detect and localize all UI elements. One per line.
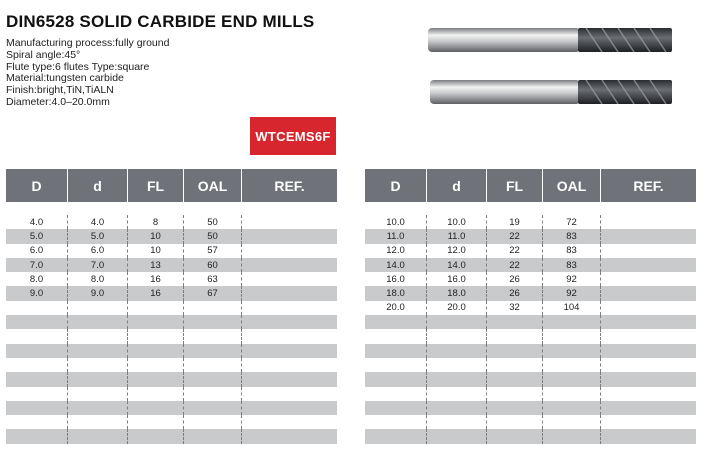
- column-header-ref: REF.: [274, 177, 305, 194]
- table-cell: 12.0: [365, 244, 427, 258]
- table-cell: [242, 258, 337, 272]
- table-cell: [6, 344, 68, 358]
- table-cell: [601, 272, 696, 286]
- table-cell: [242, 358, 337, 372]
- table-row: [365, 229, 696, 243]
- table-row: [6, 258, 337, 272]
- table-cell: [487, 415, 543, 429]
- table-row: [6, 315, 337, 329]
- table-cell: 50: [184, 229, 242, 243]
- product-code-badge: WTCEMS6F: [250, 117, 336, 155]
- table-cell: [184, 344, 242, 358]
- table-cell: [601, 401, 696, 415]
- table-cell: [427, 401, 487, 415]
- table-cell: [184, 358, 242, 372]
- table-cell: 92: [543, 286, 601, 300]
- table-cell: 18.0: [427, 286, 487, 300]
- table-row: [365, 315, 696, 329]
- table-cell: [543, 429, 601, 443]
- table-cell: [427, 387, 487, 401]
- table-cell: [543, 329, 601, 343]
- table-cell: [128, 358, 184, 372]
- table-cell: [601, 301, 696, 315]
- end-mill-image-1: [426, 27, 674, 53]
- table-cell: 67: [184, 286, 242, 300]
- table-row: [6, 272, 337, 286]
- table-cell: [68, 329, 128, 343]
- table-cell: 8.0: [6, 272, 68, 286]
- table-cell: [68, 429, 128, 443]
- table-row: [6, 301, 337, 315]
- table-cell: 32: [487, 301, 543, 315]
- table-cell: 11.0: [365, 229, 427, 243]
- table-row: [365, 358, 696, 372]
- table-cell: 5.0: [68, 229, 128, 243]
- table-cell: [128, 301, 184, 315]
- table-cell: [242, 401, 337, 415]
- table-row: [365, 215, 696, 229]
- table-cell: [128, 387, 184, 401]
- table-cell: [487, 401, 543, 415]
- spec-list: [6, 38, 169, 109]
- table-row: [365, 244, 696, 258]
- table-cell: [6, 301, 68, 315]
- table-cell: 10: [128, 229, 184, 243]
- table-cell: 26: [487, 272, 543, 286]
- table-cell: 4.0: [68, 215, 128, 229]
- table-cell: [184, 315, 242, 329]
- table-cell: 7.0: [6, 258, 68, 272]
- table-cell: [184, 429, 242, 443]
- table-row: [6, 344, 337, 358]
- table-cell: [543, 401, 601, 415]
- table-cell: [68, 301, 128, 315]
- table-cell: [128, 315, 184, 329]
- table-cell: [601, 315, 696, 329]
- table-cell: [427, 344, 487, 358]
- table-cell: [427, 358, 487, 372]
- table-row: [365, 401, 696, 415]
- table-cell: [487, 329, 543, 343]
- table-cell: [487, 315, 543, 329]
- table-cell: 8.0: [68, 272, 128, 286]
- table-cell: 11.0: [427, 229, 487, 243]
- table-cell: [365, 429, 427, 443]
- table-cell: [184, 415, 242, 429]
- table-cell: [601, 286, 696, 300]
- table-cell: [242, 272, 337, 286]
- table-cell: [242, 244, 337, 258]
- size-table-right: [365, 169, 696, 444]
- table-cell: [6, 415, 68, 429]
- table-row: [6, 372, 337, 386]
- table-row: [365, 387, 696, 401]
- table-cell: [543, 415, 601, 429]
- table-cell: 10: [128, 244, 184, 258]
- table-cell: [365, 329, 427, 343]
- table-cell: [68, 344, 128, 358]
- table-cell: [427, 415, 487, 429]
- table-cell: 14.0: [365, 258, 427, 272]
- table-cell: [242, 372, 337, 386]
- table-cell: [365, 415, 427, 429]
- table-cell: [6, 401, 68, 415]
- table-cell: [242, 215, 337, 229]
- table-cell: [242, 387, 337, 401]
- table-row: [365, 258, 696, 272]
- table-cell: [6, 329, 68, 343]
- table-cell: [68, 415, 128, 429]
- table-cell: [242, 286, 337, 300]
- table-cell: [365, 315, 427, 329]
- table-row: [6, 244, 337, 258]
- spec-line: Diameter:4.0–20.0mm: [6, 95, 110, 108]
- table-cell: [6, 372, 68, 386]
- table-cell: [184, 329, 242, 343]
- table-cell: [68, 387, 128, 401]
- table-cell: 26: [487, 286, 543, 300]
- table-body: [365, 215, 696, 444]
- table-row: [365, 429, 696, 443]
- table-header: [365, 169, 696, 202]
- table-cell: 22: [487, 229, 543, 243]
- table-cell: [487, 372, 543, 386]
- table-row: [365, 301, 696, 315]
- column-header-fl: FL: [128, 169, 184, 202]
- table-cell: 92: [543, 272, 601, 286]
- table-cell: [601, 229, 696, 243]
- table-cell: 22: [487, 258, 543, 272]
- table-cell: [6, 387, 68, 401]
- table-row: [6, 429, 337, 443]
- end-mill-image-2: [428, 79, 674, 105]
- table-row: [6, 229, 337, 243]
- column-header-oal: OAL: [543, 169, 601, 202]
- table-cell: [242, 315, 337, 329]
- size-table-left: [6, 169, 337, 444]
- table-cell: 16: [128, 286, 184, 300]
- table-row: [365, 272, 696, 286]
- table-row: [6, 358, 337, 372]
- table-cell: [487, 429, 543, 443]
- spec-line: Finish:bright,TiN,TiALN: [6, 84, 114, 97]
- column-header-d-diameter: D: [365, 169, 427, 202]
- table-row: [6, 215, 337, 229]
- table-cell: 16.0: [427, 272, 487, 286]
- table-cell: [601, 372, 696, 386]
- table-cell: 14.0: [427, 258, 487, 272]
- table-cell: [487, 344, 543, 358]
- column-header-ref: REF.: [633, 177, 664, 194]
- column-header-shank-d: d: [427, 169, 487, 202]
- table-cell: 83: [543, 244, 601, 258]
- table-cell: [128, 429, 184, 443]
- table-cell: [128, 344, 184, 358]
- table-cell: [427, 372, 487, 386]
- table-cell: 19: [487, 215, 543, 229]
- table-cell: [601, 329, 696, 343]
- table-row: [6, 415, 337, 429]
- spec-line: Flute type:6 flutes Type:square: [6, 60, 150, 73]
- table-cell: [365, 344, 427, 358]
- column-header-shank-d: d: [68, 169, 128, 202]
- table-cell: [6, 358, 68, 372]
- table-cell: 10.0: [427, 215, 487, 229]
- table-cell: [128, 329, 184, 343]
- table-cell: [487, 358, 543, 372]
- table-cell: 9.0: [68, 286, 128, 300]
- table-cell: [184, 387, 242, 401]
- table-cell: [184, 401, 242, 415]
- table-header: [6, 169, 337, 202]
- table-cell: 12.0: [427, 244, 487, 258]
- table-body: [6, 215, 337, 444]
- table-cell: [365, 358, 427, 372]
- table-cell: [128, 415, 184, 429]
- spec-line: Material:tungsten carbide: [6, 72, 124, 85]
- table-cell: 10.0: [365, 215, 427, 229]
- table-cell: [128, 401, 184, 415]
- table-cell: [184, 372, 242, 386]
- table-cell: 63: [184, 272, 242, 286]
- table-cell: 72: [543, 215, 601, 229]
- table-cell: [242, 301, 337, 315]
- table-cell: [543, 387, 601, 401]
- table-cell: [601, 387, 696, 401]
- table-cell: 20.0: [427, 301, 487, 315]
- table-cell: [365, 372, 427, 386]
- table-cell: [601, 415, 696, 429]
- table-row: [365, 286, 696, 300]
- table-cell: 50: [184, 215, 242, 229]
- table-cell: 6.0: [6, 244, 68, 258]
- table-row: [365, 329, 696, 343]
- table-cell: [601, 358, 696, 372]
- table-row: [365, 415, 696, 429]
- table-cell: 104: [543, 301, 601, 315]
- table-cell: 7.0: [68, 258, 128, 272]
- table-cell: [242, 429, 337, 443]
- table-cell: 16: [128, 272, 184, 286]
- spec-line: Spiral angle:45°: [6, 48, 81, 61]
- table-cell: [487, 387, 543, 401]
- table-cell: 5.0: [6, 229, 68, 243]
- table-cell: 18.0: [365, 286, 427, 300]
- table-cell: [242, 415, 337, 429]
- table-cell: 83: [543, 258, 601, 272]
- table-cell: 4.0: [6, 215, 68, 229]
- table-cell: [543, 358, 601, 372]
- table-cell: 9.0: [6, 286, 68, 300]
- table-row: [6, 286, 337, 300]
- table-cell: [601, 344, 696, 358]
- table-cell: [543, 372, 601, 386]
- table-cell: [601, 244, 696, 258]
- table-row: [6, 387, 337, 401]
- spec-line: Manufacturing process:fully ground: [6, 37, 170, 49]
- table-cell: [68, 372, 128, 386]
- table-cell: 83: [543, 229, 601, 243]
- table-cell: [68, 358, 128, 372]
- table-cell: [242, 344, 337, 358]
- table-cell: [6, 315, 68, 329]
- table-cell: 6.0: [68, 244, 128, 258]
- table-cell: [543, 344, 601, 358]
- table-cell: 16.0: [365, 272, 427, 286]
- table-row: [6, 329, 337, 343]
- column-header-fl: FL: [487, 169, 543, 202]
- table-cell: [242, 329, 337, 343]
- table-cell: 20.0: [365, 301, 427, 315]
- table-cell: [68, 315, 128, 329]
- page-title: DIN6528 SOLID CARBIDE END MILLS: [6, 12, 315, 31]
- table-cell: [6, 429, 68, 443]
- table-cell: 22: [487, 244, 543, 258]
- table-row: [365, 344, 696, 358]
- table-cell: [242, 229, 337, 243]
- table-cell: 60: [184, 258, 242, 272]
- table-cell: [365, 401, 427, 415]
- table-cell: [365, 387, 427, 401]
- table-cell: [427, 429, 487, 443]
- table-cell: 8: [128, 215, 184, 229]
- table-cell: [601, 215, 696, 229]
- table-row: [365, 372, 696, 386]
- table-cell: [601, 429, 696, 443]
- table-cell: [184, 301, 242, 315]
- column-header-d-diameter: D: [6, 169, 68, 202]
- table-cell: [68, 401, 128, 415]
- table-cell: [128, 372, 184, 386]
- table-cell: 13: [128, 258, 184, 272]
- table-cell: [427, 329, 487, 343]
- column-header-oal: OAL: [184, 169, 242, 202]
- table-row: [6, 401, 337, 415]
- table-cell: [543, 315, 601, 329]
- table-cell: [601, 258, 696, 272]
- table-cell: 57: [184, 244, 242, 258]
- table-cell: [427, 315, 487, 329]
